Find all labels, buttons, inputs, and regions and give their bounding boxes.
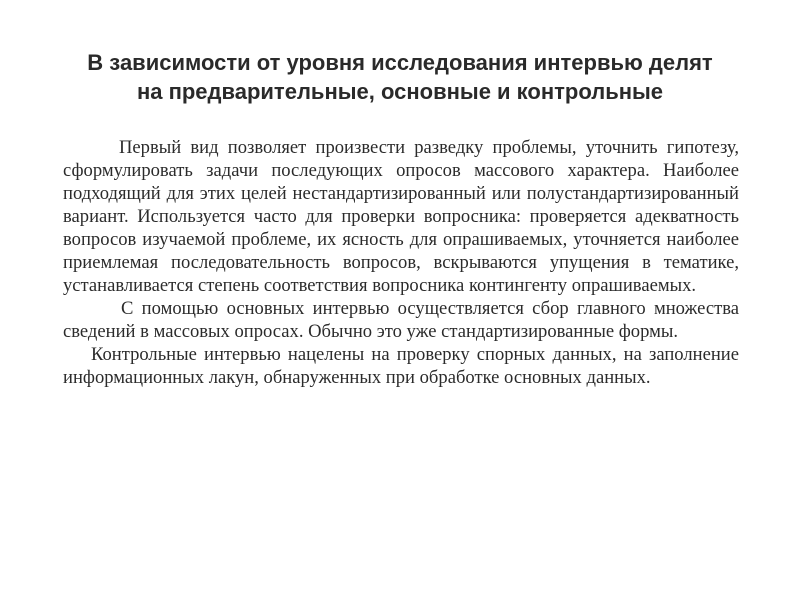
paragraph-preliminary-interviews: Первый вид позволяет произвести разведку проблемы, уточнить гипотезу, сформулировать задачи последующих опросов массового характера. Наиболее подходящий для этих целей нестандартизированный или полустандартизированный вариант. Используется часто для проверки вопросника: проверяется адекватность вопросов изучаемой проблеме, их ясность для опрашиваемых, уточняется наиболее приемлемая последовательность вопросов, вскрываются упущения в тематике, устанавливается степень соответствия вопросника контингенту опрашиваемых.	[63, 137, 739, 296]
slide-title-line-2: на предварительные, основные и контрольные	[136, 79, 664, 104]
slide-title	[40, 48, 760, 106]
slide-body	[63, 136, 739, 389]
slide-title-line-1: В зависимости от уровня исследования интервью делят	[87, 50, 713, 75]
paragraph-main-interviews: С помощью основных интервью осуществляется сбор главного множества сведений в массовых опросах. Обычно это уже стандартизированные формы.	[63, 298, 739, 342]
paragraph-control-interviews: Контрольные интервью нацелены на проверку спорных данных, на заполнение информационных лакун, обнаруженных при обработке основных данных.	[63, 344, 739, 388]
